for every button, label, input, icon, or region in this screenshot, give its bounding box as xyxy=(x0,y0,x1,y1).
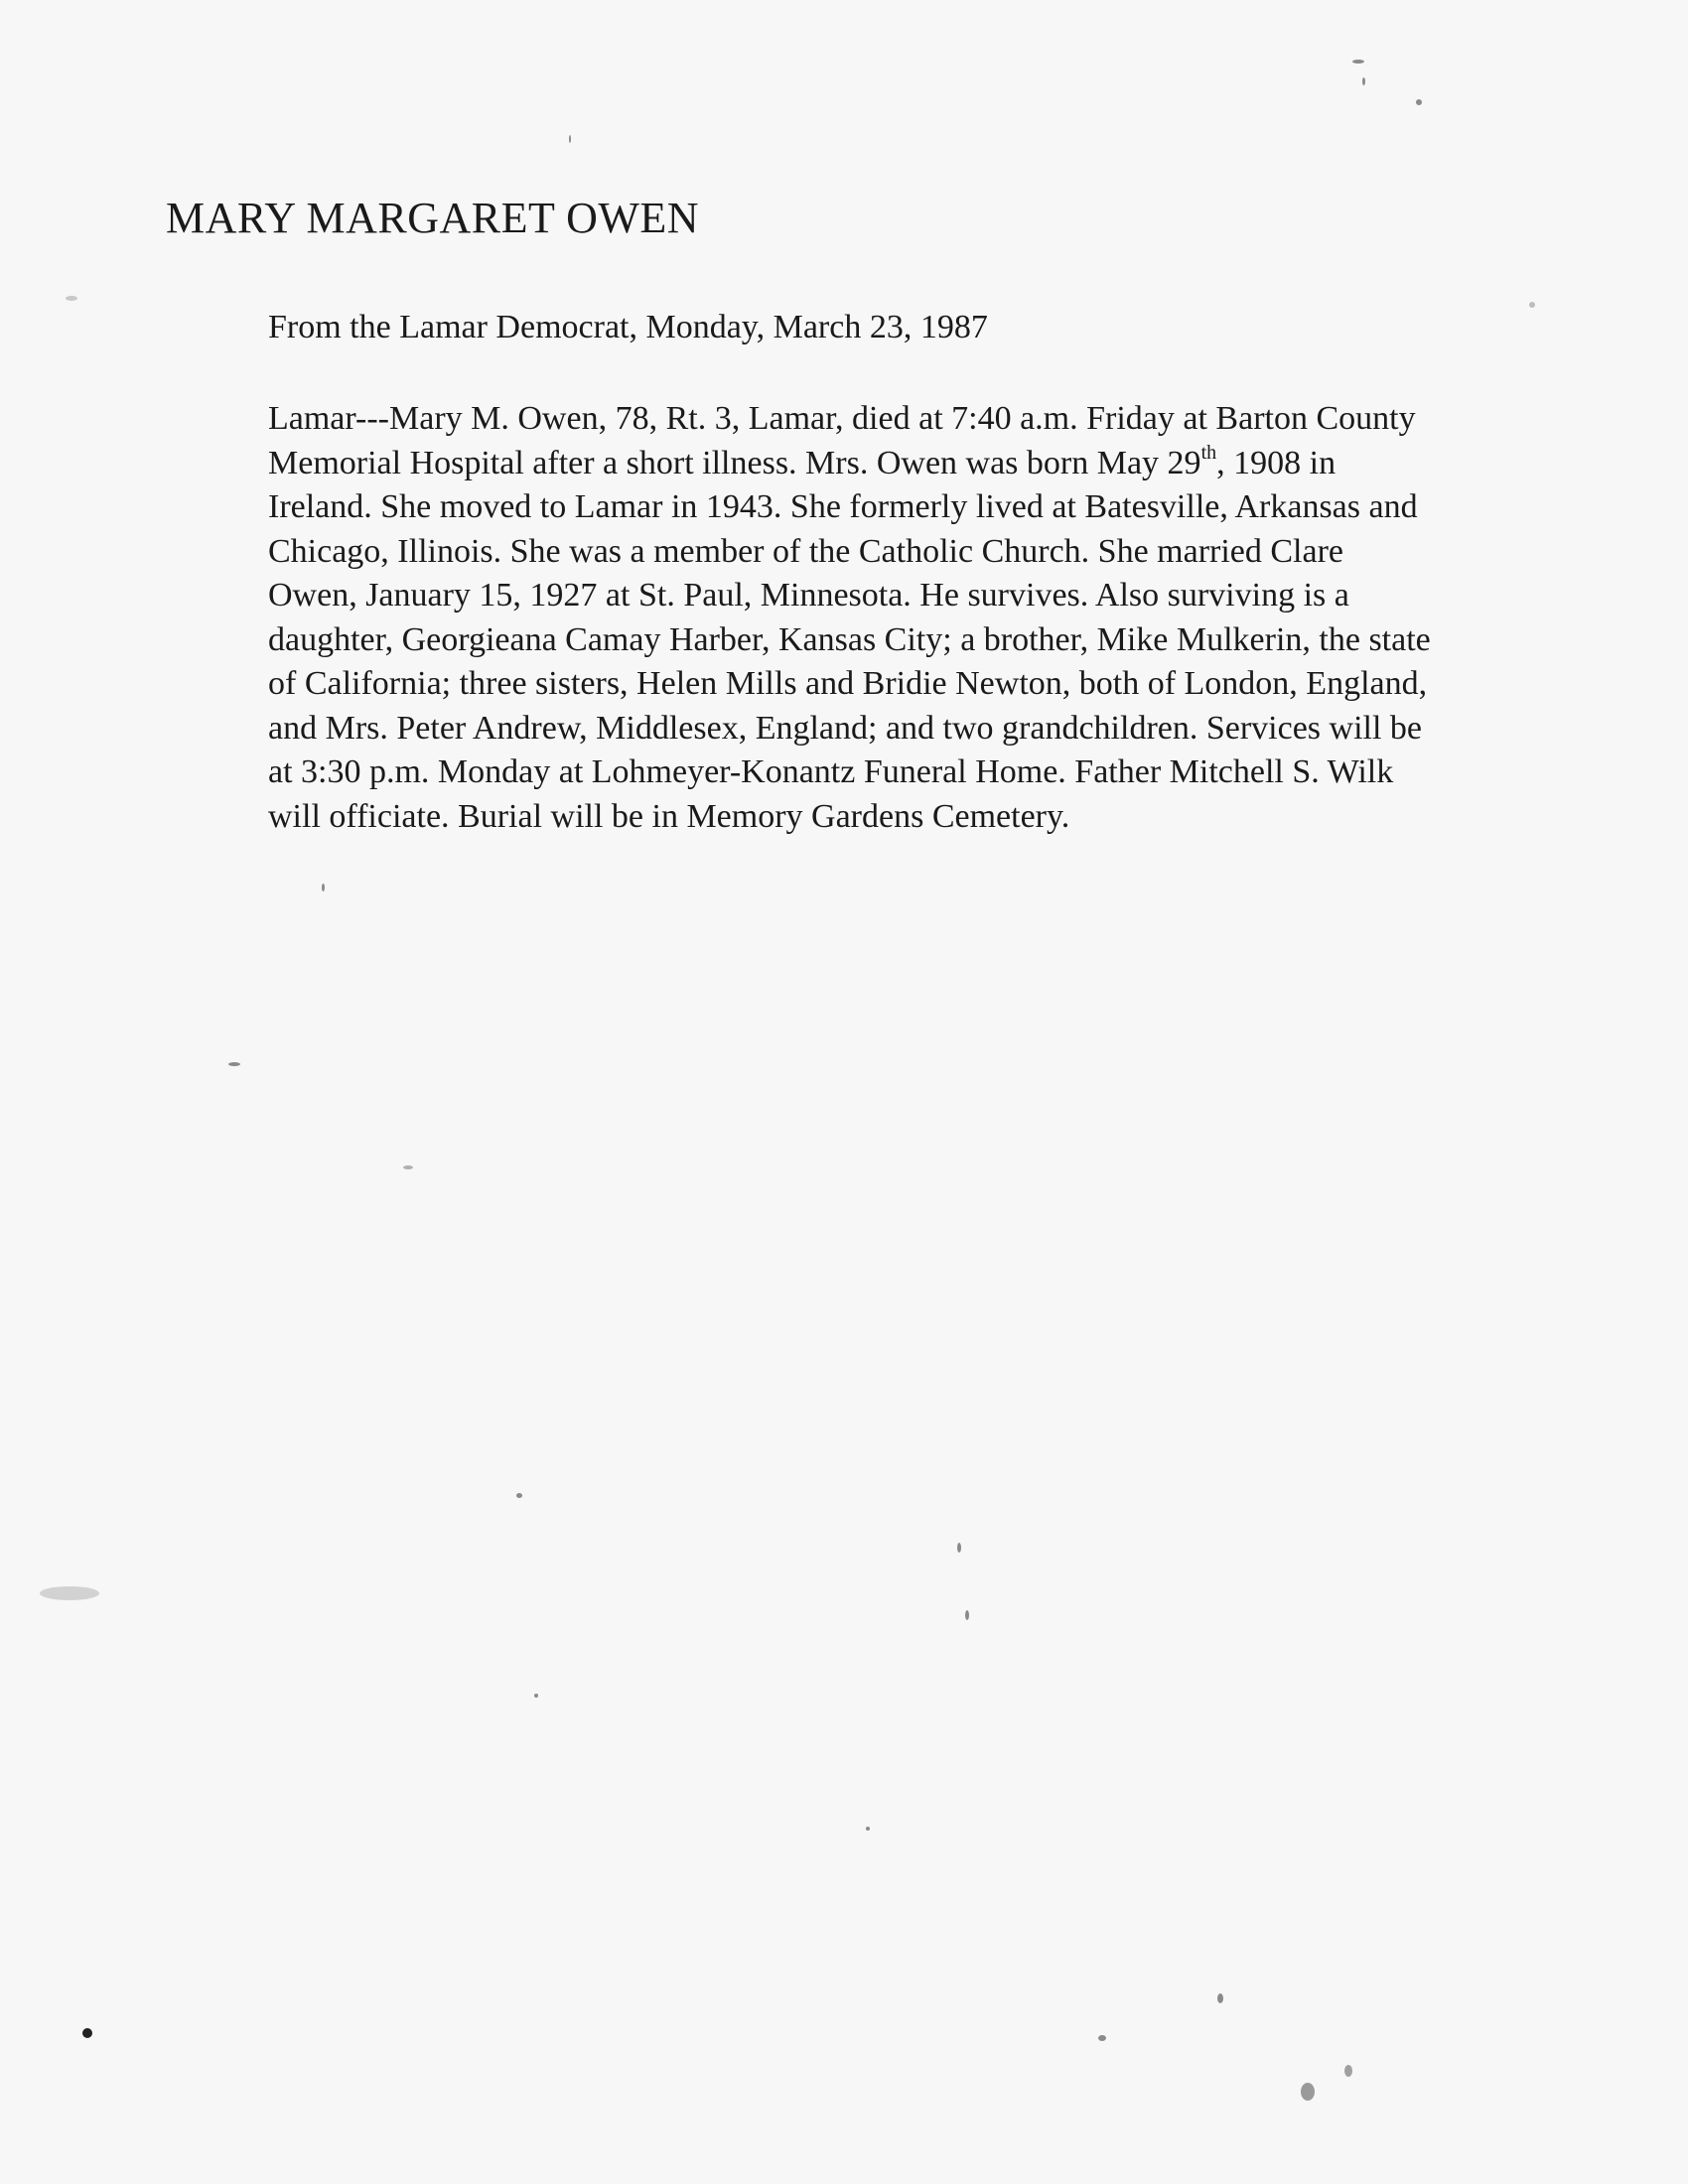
scan-speck xyxy=(1362,77,1365,85)
scan-speck xyxy=(516,1493,522,1498)
scan-speck xyxy=(40,1586,99,1600)
body-line-10: will officiate. Burial will be in Memory Gardens Cemetery. xyxy=(268,797,1070,835)
scan-speck xyxy=(569,135,571,143)
scan-speck xyxy=(322,884,325,891)
scan-speck xyxy=(1217,1993,1223,2003)
body-line-8: and Mrs. Peter Andrew, Middlesex, England; and two grandchildren. Services will be xyxy=(268,709,1423,747)
scan-speck xyxy=(228,1062,240,1066)
ordinal-suffix: th xyxy=(1200,441,1217,464)
body-line-1: Lamar---Mary M. Owen, 78, Rt. 3, Lamar, died at 7:40 a.m. Friday at Barton County xyxy=(268,400,1416,437)
scan-speck xyxy=(866,1827,870,1831)
body-line-5: Owen, January 15, 1927 at St. Paul, Minnesota. He survives. Also surviving is a xyxy=(268,577,1349,614)
body-line-4: Chicago, Illinois. She was a member of the Catholic Church. She married Clare xyxy=(268,532,1344,570)
obituary-body xyxy=(268,397,1638,839)
scan-speck xyxy=(82,2028,92,2038)
body-line-7: of California; three sisters, Helen Mills and Bridie Newton, both of London, England, xyxy=(268,665,1428,702)
scan-speck xyxy=(1098,2035,1106,2041)
scan-speck xyxy=(957,1543,961,1553)
body-line-6: daughter, Georgieana Camay Harber, Kansas City; a brother, Mike Mulkerin, the state xyxy=(268,620,1431,658)
scan-speck xyxy=(1416,99,1422,105)
body-line-2-end: , 1908 in xyxy=(1216,444,1336,481)
body-line-2-start: Memorial Hospital after a short illness. Mrs. Owen was born May 29 xyxy=(268,444,1201,481)
scan-speck xyxy=(1352,60,1364,64)
body-line-9: at 3:30 p.m. Monday at Lohmeyer-Konantz Funeral Home. Father Mitchell S. Wilk xyxy=(268,753,1394,790)
scan-speck xyxy=(1344,2065,1352,2077)
scan-speck xyxy=(1301,2083,1315,2101)
scan-speck xyxy=(534,1694,538,1698)
scan-speck xyxy=(1529,302,1535,308)
scan-speck xyxy=(66,296,77,301)
newspaper-source-line: From the Lamar Democrat, Monday, March 23, 1987 xyxy=(268,309,988,345)
body-line-2 xyxy=(268,442,1638,486)
scan-speck xyxy=(965,1610,969,1620)
scan-speck xyxy=(403,1165,413,1169)
obituary-title: MARY MARGARET OWEN xyxy=(166,194,700,242)
body-line-3: Ireland. She moved to Lamar in 1943. She formerly lived at Batesville, Arkansas and xyxy=(268,488,1418,525)
